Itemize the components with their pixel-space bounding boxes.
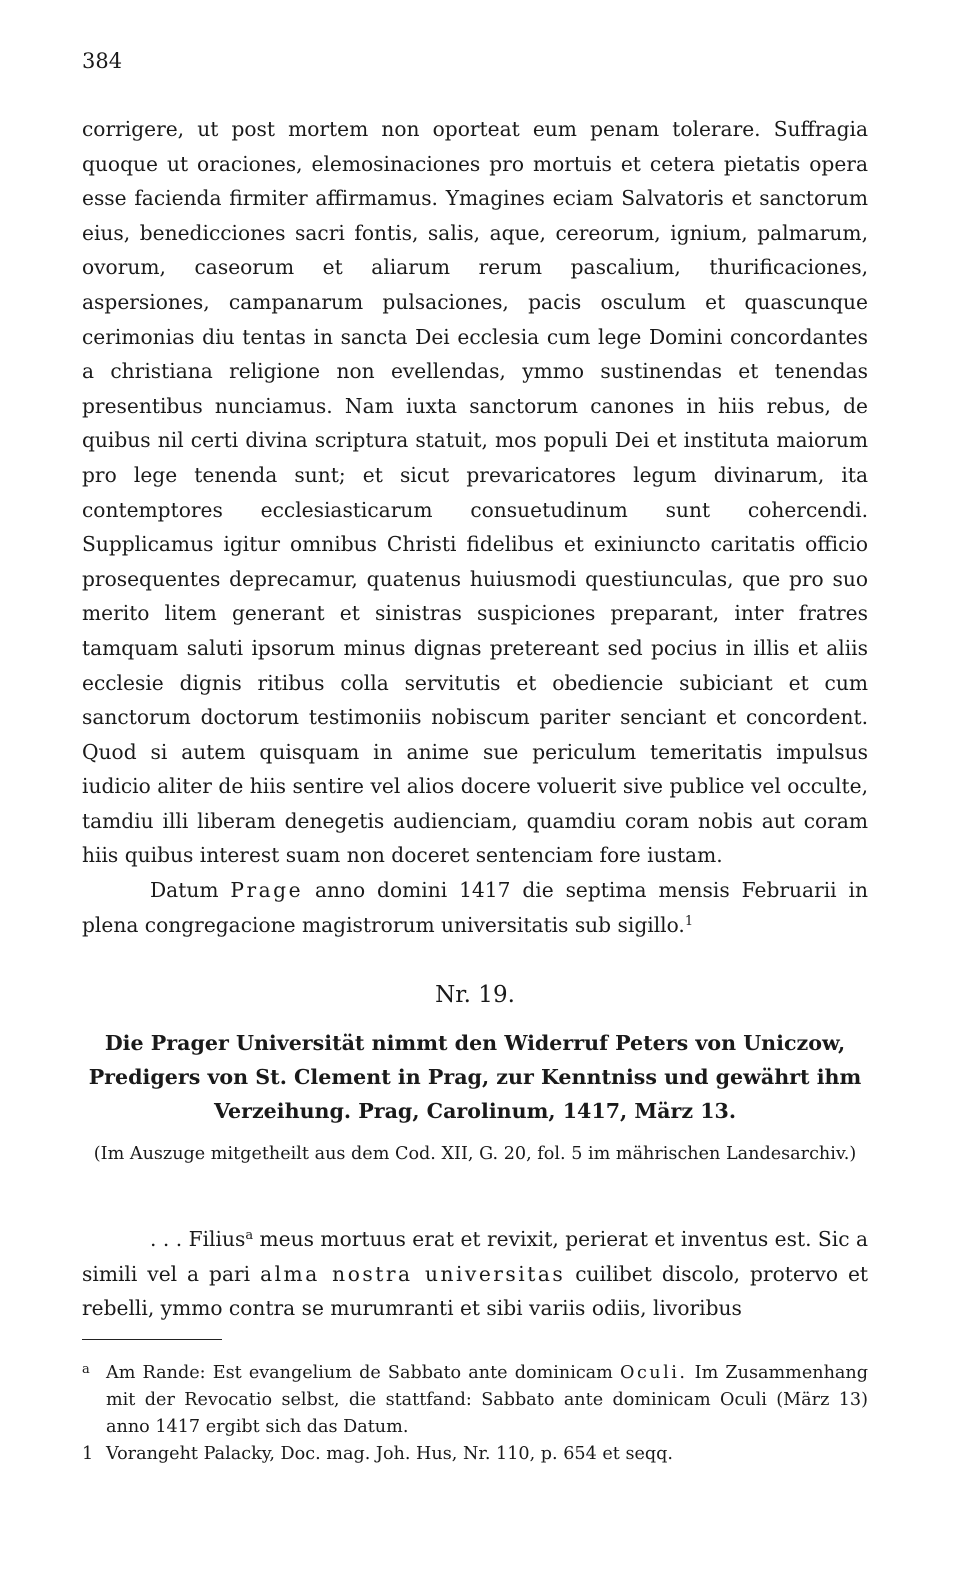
- footnote-1: [82, 1441, 868, 1468]
- footnote-reference-a: a: [245, 1228, 254, 1243]
- main-text: [82, 112, 868, 942]
- footnote-a-text-end: Im Zusammenhang mit der Revocatio selbst, die stattfand: Sabbato ante dominicam Oculi (März 13) anno 1417 ergibt sich das Datum.: [106, 1363, 868, 1437]
- footnote-1-mark: 1: [82, 1444, 94, 1464]
- footnote-1-text: Vorangeht Palacky, Doc. mag. Joh. Hus, Nr. 110, p. 654 et seqq.: [106, 1444, 674, 1464]
- dating-place: Prage: [230, 878, 304, 903]
- paragraph-continuation: corrigere, ut post mortem non oporteat eum penam tolerare. Suffragia quoque ut oraciones, elemosinaciones pro mortuis et cetera pietatis opera esse facienda firmiter affirmamus. Ymagines eciam Salvatoris et sanctorum eius, benedicciones sacri fontis, salis, aque, cereorum, ignium, palmarum, ovorum, caseorum et aliarum rerum pascalium, thurificaciones, aspersiones, campanarum pulsaciones, pacis osculum et quascunque cerimonias diu tentas in sancta Dei ecclesia cum lege Domini concordantes a christiana religione non evellendas, ymmo sustinendas et tenendas presentibus nunciamus. Nam iuxta sanctorum canones in hiis rebus, de quibus nil certi divina scriptura statuit, mos populi Dei et instituta maiorum pro lege tenenda sunt; et sicut prevaricatores legum divinarum, ita contemptores ecclesiasticarum consuetudinum sunt cohercendi. Supplicamus igitur omnibus Christi fidelibus et exiniuncto caritatis officio prosequentes deprecamur, quatenus huiusmodi questiunculas, que pro suo merito litem generant et sinistras suspiciones preparant, inter fratres tamquam saluti ipsorum minus dignas pretereant sed pocius in illis et aliis ecclesie dignis ritibus colla servitutis et obediencie subiciant et cum sanctorum doctorum testimoniis nobiscum pariter senciant et concordent. Quod si autem quisquam in anime sue periculum temeritatis impulsus iudicio aliter de hiis sentire vel alios docere voluerit sive publice vel occulte, tamdiu illi liberam denegetis audienciam, quamdiu coram nobis aut coram hiis quibus interest suam non doceret sentenciam fore iustam.: [82, 117, 868, 868]
- footnote-a-spaced: Oculi.: [620, 1363, 688, 1383]
- document-number: Nr. 19.: [435, 982, 515, 1008]
- footnotes: [82, 1356, 868, 1468]
- page-number: 384: [82, 49, 123, 73]
- dating-text: anno domini 1417 die septima mensis Februarii in plena congregacione magistrorum universitatis sub sigillo.: [82, 878, 868, 937]
- dating-prefix: Datum: [150, 878, 219, 903]
- document-text-end: cuilibet discolo, protervo et rebelli, ymmo contra se murumranti et sibi variis odiis, livoribus: [82, 1261, 869, 1321]
- paragraph-dating: [82, 873, 868, 942]
- document-text: [82, 1222, 868, 1326]
- footnote-a-text-start: Am Rande: Est evangelium de Sabbato ante dominicam: [106, 1363, 621, 1383]
- footnote-divider: [82, 1339, 222, 1340]
- document-heading: [82, 980, 868, 1168]
- document-title: Die Prager Universität nimmt den Widerruf Peters von Uniczow, Predigers von St. Clement in Prag, zur Kenntniss und gewährt ihm Verzeihung. Prag, Carolinum, 1417, März 13.: [88, 1031, 862, 1123]
- document-text-spaced: alma nostra universitas: [260, 1261, 566, 1286]
- book-page: [82, 0, 868, 1593]
- document-source-note: (Im Auszuge mitgetheilt aus dem Cod. XII, G. 20, fol. 5 im mährischen Landesarchiv.): [93, 1144, 857, 1164]
- footnote-a: [82, 1356, 868, 1441]
- footnote-reference-1: 1: [684, 913, 694, 929]
- document-text-middle: meus mortuus erat et revixit, perierat et inventus est. Sic a simili vel a pari: [82, 1227, 869, 1286]
- document-text-start: . . . Filius: [150, 1227, 246, 1251]
- footnote-a-mark: a: [82, 1362, 90, 1377]
